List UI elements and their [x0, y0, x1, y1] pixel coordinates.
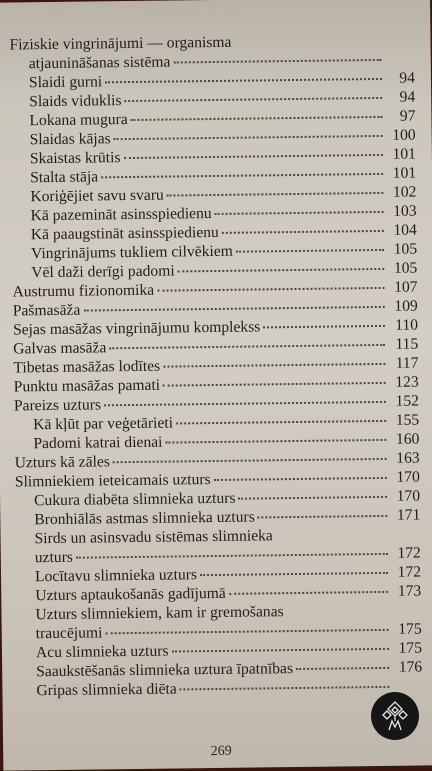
toc-entry-page: 94 [385, 70, 415, 88]
toc-entry-page: 170 [390, 487, 420, 505]
table-of-contents [0, 32, 423, 702]
toc-entry-title: Gripas slimnieka diēta [36, 680, 177, 700]
toc-entry-page: 172 [391, 563, 421, 581]
toc-entry-page: 152 [389, 393, 419, 411]
toc-entry-title: Austrumu fizionomika [12, 282, 154, 302]
toc-leader-dots [165, 439, 386, 444]
toc-entry [2, 677, 422, 701]
toc-entry-title: Slaidas kājas [30, 130, 111, 149]
toc-leader-dots [215, 211, 384, 215]
toc-entry-page: 101 [386, 165, 416, 183]
toc-leader-dots [105, 629, 388, 634]
toc-leader-dots [258, 515, 388, 519]
toc-entry-title: Pareizs uzturs [14, 396, 101, 415]
toc-entry-title: Punktu masāžas pamati [14, 377, 161, 397]
toc-leader-dots [171, 648, 388, 653]
toc-entry-page: 101 [386, 146, 416, 164]
toc-entry-title: Tibetas masāžas lodītes [13, 358, 160, 378]
toc-leader-dots [200, 572, 388, 576]
toc-entry-page: 172 [391, 544, 421, 562]
toc-leader-dots [222, 230, 384, 234]
toc-entry-title: Pašmasāža [13, 302, 81, 321]
toc-entry-page: 163 [390, 449, 420, 467]
toc-entry-page: 100 [386, 127, 416, 145]
toc-entry-page: 105 [387, 260, 417, 278]
toc-entry-title: Stalta stāja [30, 168, 98, 187]
toc-entry-page: 175 [392, 639, 422, 657]
toc-entry-page: 117 [388, 355, 418, 373]
toc-leader-dots [83, 306, 384, 312]
toc-entry-title: Fiziskie vingrinājumi — organisma [9, 34, 231, 55]
toc-entry-title: Vingrinājums tukliem cilvēkiem [31, 243, 233, 263]
toc-leader-dots [104, 401, 386, 406]
toc-entry-title: Padomi katrai dienai [33, 434, 162, 454]
toc-leader-dots [163, 382, 386, 387]
toc-leader-dots [131, 116, 383, 121]
toc-entry-page: 123 [389, 374, 419, 392]
toc-leader-dots [109, 344, 385, 349]
toc-entry-page: 175 [392, 620, 422, 638]
toc-leader-dots [167, 192, 384, 197]
toc-entry-title: Koriģējiet savu svaru [30, 187, 164, 207]
toc-leader-dots [229, 591, 388, 595]
toc-entry-page: 97 [385, 108, 415, 126]
toc-leader-dots [236, 249, 384, 253]
toc-entry-title: Cukura diabēta slimnieka uzturs [34, 490, 236, 510]
toc-entry-title: atjaunināšanas sistēma [29, 54, 171, 74]
toc-entry-title: Kā paaugstināt asinsspiedienu [31, 224, 219, 244]
toc-entry-page: 115 [388, 336, 418, 354]
toc-entry-title: traucējumi [36, 624, 103, 643]
toc-entry-title: Saaukstēšanās slimnieka uztura īpatnības [36, 660, 293, 681]
toc-entry-title: Acu slimnieka uzturs [36, 643, 169, 663]
toc-entry-title: Lokana mugura [29, 111, 128, 130]
toc-leader-dots [276, 536, 388, 537]
toc-entry-title: Vēl daži derīgi padomi [31, 262, 175, 282]
toc-entry-page: 176 [392, 658, 422, 676]
toc-entry-page: 171 [390, 506, 420, 524]
toc-entry-title: Uzturs aptaukošanās gadījumā [35, 585, 226, 605]
toc-leader-dots [113, 458, 387, 463]
toc-entry-title: Sirds un asinsvadu sistēmas slimnieka [34, 527, 272, 548]
toc-entry-page: 173 [391, 582, 421, 600]
toc-entry-page: 105 [387, 241, 417, 259]
toc-entry-title: Kā kļūt par veģetārieti [33, 415, 173, 435]
toc-entry-title: Locītavu slimnieka uzturs [35, 566, 197, 586]
toc-leader-dots [238, 496, 387, 500]
toc-entry-title: Bronhiālās astmas slimnieka uzturs [34, 509, 255, 530]
toc-leader-dots [180, 686, 390, 691]
toc-leader-dots [105, 78, 382, 83]
toc-entry-title: Uzturs kā zāles [15, 453, 110, 472]
toc-leader-dots [114, 135, 383, 140]
toc-entry-page: 160 [389, 430, 419, 448]
toc-leader-dots [176, 420, 386, 425]
toc-entry-page: 155 [389, 412, 419, 430]
toc-entry-page: 103 [386, 203, 416, 221]
toc-leader-dots [287, 612, 389, 613]
toc-leader-dots [163, 363, 385, 368]
toc-entry-title: Uzturs slimniekiem, kam ir gremošanas [35, 603, 283, 624]
toc-entry-page: 102 [386, 184, 416, 202]
toc-entry-title: Slaidi gurni [29, 73, 102, 92]
toc-entry-title: Galvas masāža [13, 339, 106, 358]
watermark-badge [371, 692, 419, 740]
tree-logo-icon [378, 699, 412, 733]
toc-leader-dots [124, 97, 382, 102]
toc-entry-page: 107 [387, 279, 417, 297]
toc-leader-dots [234, 42, 381, 44]
toc-entry-title: Skaistas krūtis [30, 149, 121, 168]
toc-leader-dots [173, 59, 381, 64]
toc-leader-dots [296, 667, 389, 670]
toc-leader-dots [76, 553, 388, 559]
toc-leader-dots [178, 268, 385, 273]
toc-entry-title: Slimniekiem ieteicamais uzturs [15, 471, 211, 491]
toc-entry-page: 110 [388, 317, 418, 335]
toc-entry-page: 94 [385, 89, 415, 107]
toc-leader-dots [101, 173, 383, 178]
toc-leader-dots [157, 287, 384, 292]
toc-entry-title: uzturs [35, 549, 73, 567]
toc-entry-page: 104 [387, 222, 417, 240]
toc-leader-dots [123, 154, 382, 159]
toc-entry-title: Slaids viduklis [29, 92, 121, 111]
toc-entry-title: Kā pazemināt asinsspiedienu [31, 205, 212, 225]
page-number: 269 [3, 741, 432, 762]
toc-leader-dots [214, 477, 387, 481]
toc-entry-page: 109 [388, 298, 418, 316]
toc-entry-page: 170 [390, 468, 420, 486]
toc-leader-dots [263, 325, 385, 328]
toc-entry-title: Sejas masāžas vingrinājumu komplekss [13, 318, 260, 339]
